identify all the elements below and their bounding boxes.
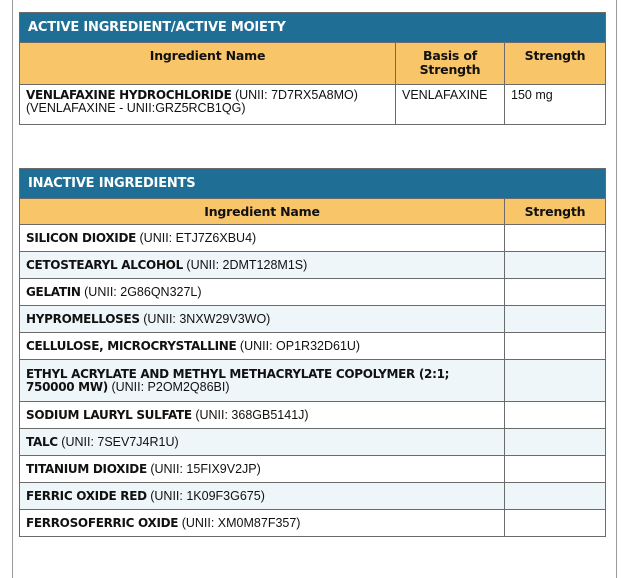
strength-cell (505, 429, 606, 456)
table-row (20, 483, 606, 510)
basis-of-strength-header: Basis of Strength (396, 43, 505, 85)
ingredient-unii: (UNII: 7SEV7J4R1U) (61, 434, 179, 449)
strength-cell (505, 360, 606, 402)
strength-cell (505, 279, 606, 306)
ingredient-unii: (UNII: 7D7RX5A8MO) (VENLAFAXINE - UNII:GRZ5RCB1QG) (26, 88, 358, 115)
ingredient-cell (20, 429, 505, 456)
ingredient-name: CETOSTEARYL ALCOHOL (26, 257, 183, 272)
ingredient-unii: (UNII: 1K09F3G675) (150, 488, 265, 503)
ingredient-name: VENLAFAXINE HYDROCHLORIDE (26, 88, 232, 102)
ingredient-cell (20, 402, 505, 429)
ingredient-unii: (UNII: P2OM2Q86BI) (111, 379, 230, 394)
ingredient-name-header: Ingredient Name (20, 199, 505, 225)
ingredient-cell (20, 225, 505, 252)
ingredient-cell (20, 510, 505, 537)
ingredient-cell (20, 333, 505, 360)
ingredient-unii: (UNII: ETJ7Z6XBU4) (139, 230, 257, 245)
ingredient-cell (20, 483, 505, 510)
ingredient-unii: (UNII: XM0M87F357) (181, 515, 301, 530)
strength-cell (505, 483, 606, 510)
strength-cell (505, 456, 606, 483)
ingredient-name: TITANIUM DIOXIDE (26, 461, 147, 476)
table-row (20, 360, 606, 402)
table-row (20, 333, 606, 360)
ingredient-unii: (UNII: 15FIX9V2JP) (150, 461, 261, 476)
table-row (20, 456, 606, 483)
table-row (20, 252, 606, 279)
inactive-ingredients-table (19, 168, 606, 537)
ingredient-unii: (UNII: 368GB5141J) (195, 407, 309, 422)
active-ingredient-cell (20, 85, 396, 125)
ingredient-name: ETHYL ACRYLATE AND METHYL METHACRYLATE COPOLYMER (2:1; 750000 MW) (26, 366, 450, 394)
basis-of-strength-cell: VENLAFAXINE (396, 85, 505, 125)
ingredient-name: SODIUM LAURYL SULFATE (26, 407, 192, 422)
active-ingredient-table (19, 12, 606, 125)
strength-header: Strength (505, 43, 606, 85)
ingredient-cell (20, 456, 505, 483)
ingredient-unii: (UNII: 2G86QN327L) (84, 284, 202, 299)
inactive-ingredients-heading: INACTIVE INGREDIENTS (20, 169, 606, 199)
table-row (20, 429, 606, 456)
ingredient-name: GELATIN (26, 284, 81, 299)
ingredient-name: FERROSOFERRIC OXIDE (26, 515, 179, 530)
table-row (20, 510, 606, 537)
strength-cell: 150 mg (505, 85, 606, 125)
ingredient-unii: (UNII: 3NXW29V3WO) (143, 311, 271, 326)
ingredient-name: FERRIC OXIDE RED (26, 488, 147, 503)
strength-cell (505, 225, 606, 252)
ingredient-name: CELLULOSE, MICROCRYSTALLINE (26, 338, 237, 353)
active-ingredient-heading: ACTIVE INGREDIENT/ACTIVE MOIETY (20, 13, 606, 43)
ingredient-cell (20, 252, 505, 279)
strength-cell (505, 402, 606, 429)
ingredient-unii: (UNII: 2DMT128M1S) (186, 257, 308, 272)
ingredient-name: TALC (26, 434, 58, 449)
strength-cell (505, 510, 606, 537)
table-row (20, 306, 606, 333)
ingredient-unii: (UNII: OP1R32D61U) (239, 338, 361, 353)
table-row (20, 225, 606, 252)
strength-cell (505, 333, 606, 360)
table-row (20, 402, 606, 429)
ingredient-name-header: Ingredient Name (20, 43, 396, 85)
ingredient-cell (20, 360, 505, 402)
ingredient-name: SILICON DIOXIDE (26, 230, 137, 245)
strength-cell (505, 306, 606, 333)
strength-header: Strength (505, 199, 606, 225)
ingredient-cell (20, 279, 505, 306)
strength-cell (505, 252, 606, 279)
ingredient-name: HYPROMELLOSES (26, 311, 140, 326)
ingredient-cell (20, 306, 505, 333)
table-row (20, 279, 606, 306)
inactive-ingredient-rows (20, 225, 606, 537)
